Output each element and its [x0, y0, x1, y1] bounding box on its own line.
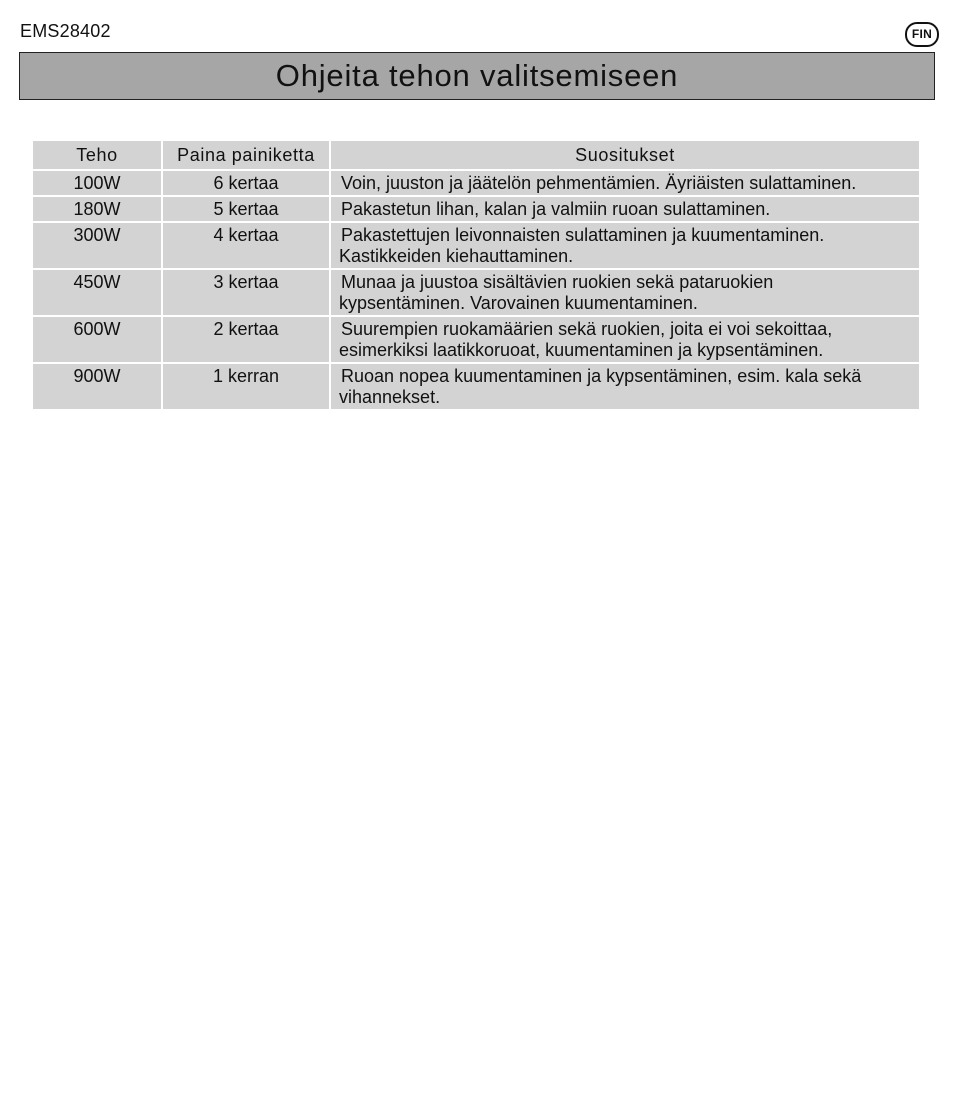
recommendation-line: kypsentäminen. Varovainen kuumentaminen. [339, 293, 698, 313]
recommendation-cell [331, 171, 919, 195]
recommendation-line: esimerkiksi laatikkoruoat, kuumentaminen ja kypsentäminen. [339, 340, 824, 360]
table-header-row [33, 141, 919, 169]
column-header-power: Teho [33, 141, 161, 169]
press-count-cell: 5 kertaa [163, 197, 329, 221]
power-cell: 900W [33, 364, 161, 409]
recommendation-line: Pakastettujen leivonnaisten sulattaminen ja kuumentaminen. [341, 225, 825, 245]
recommendation-cell [331, 317, 919, 362]
power-cell: 600W [33, 317, 161, 362]
recommendation-line: Voin, juuston ja jäätelön pehmentämien. Äyriäisten sulattaminen. [341, 173, 857, 193]
model-number: EMS28402 [20, 21, 111, 41]
table-row [33, 197, 919, 221]
power-selection-table [31, 139, 921, 411]
column-header-recommendations: Suositukset [331, 141, 919, 169]
power-cell: 450W [33, 270, 161, 315]
title-bar [19, 52, 935, 100]
page-title: Ohjeita tehon valitsemiseen [275, 58, 679, 93]
power-cell: 100W [33, 171, 161, 195]
recommendation-cell [331, 270, 919, 315]
recommendation-line: Munaa ja juustoa sisältävien ruokien sekä pataruokien [341, 272, 774, 292]
language-badge: FIN [905, 22, 939, 47]
table-row [33, 317, 919, 362]
table-row [33, 171, 919, 195]
press-count-cell: 3 kertaa [163, 270, 329, 315]
recommendation-line: vihannekset. [339, 387, 441, 407]
press-count-cell: 2 kertaa [163, 317, 329, 362]
table-row [33, 223, 919, 268]
column-header-press: Paina painiketta [163, 141, 329, 169]
recommendation-cell [331, 364, 919, 409]
recommendation-line: Ruoan nopea kuumentaminen ja kypsentäminen, esim. kala sekä [341, 366, 862, 386]
recommendation-cell [331, 197, 919, 221]
recommendation-cell [331, 223, 919, 268]
power-cell: 300W [33, 223, 161, 268]
press-count-cell: 4 kertaa [163, 223, 329, 268]
recommendation-line: Suurempien ruokamäärien sekä ruokien, joita ei voi sekoittaa, [341, 319, 833, 339]
table-row [33, 364, 919, 409]
press-count-cell: 1 kerran [163, 364, 329, 409]
power-cell: 180W [33, 197, 161, 221]
recommendation-line: Pakastetun lihan, kalan ja valmiin ruoan sulattaminen. [341, 199, 771, 219]
table-row [33, 270, 919, 315]
recommendation-line: Kastikkeiden kiehauttaminen. [339, 246, 574, 266]
press-count-cell: 6 kertaa [163, 171, 329, 195]
